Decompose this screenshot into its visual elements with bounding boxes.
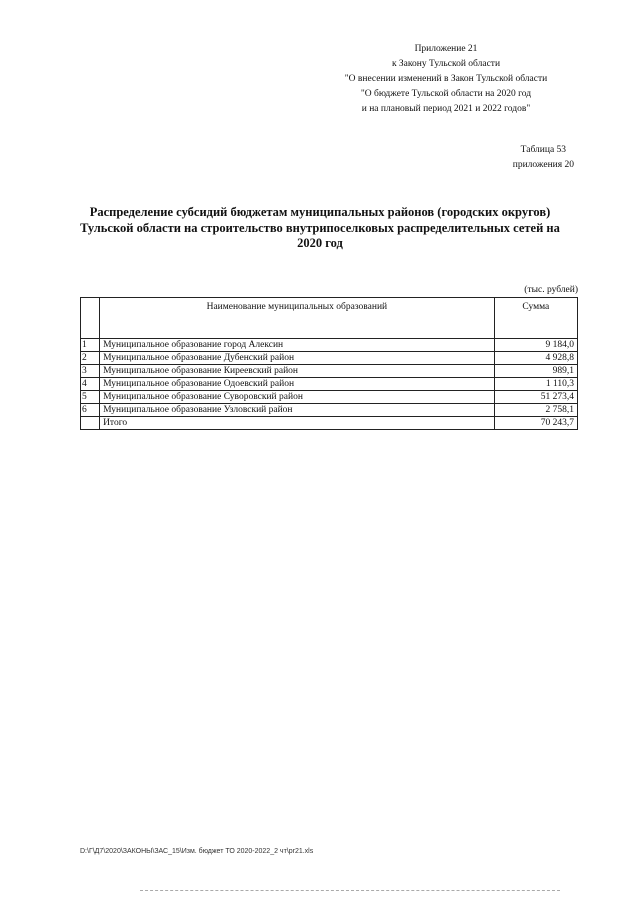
row-name: Муниципальное образование город Алексин bbox=[100, 339, 495, 352]
row-sum: 9 184,0 bbox=[494, 339, 577, 352]
row-sum: 51 273,4 bbox=[494, 391, 577, 404]
title-line: 2020 год bbox=[297, 236, 343, 250]
row-name: Муниципальное образование Узловский район bbox=[100, 404, 495, 417]
row-number: 5 bbox=[81, 391, 100, 404]
table-row bbox=[81, 365, 578, 378]
header-num-cell bbox=[81, 298, 100, 339]
row-name: Муниципальное образование Дубенский район bbox=[100, 352, 495, 365]
table-appendix-ref: приложения 20 bbox=[512, 160, 574, 170]
table-row bbox=[81, 352, 578, 365]
row-sum: 1 110,3 bbox=[494, 378, 577, 391]
row-name: Муниципальное образование Суворовский район bbox=[100, 391, 495, 404]
appendix-header bbox=[316, 42, 576, 117]
row-number: 3 bbox=[81, 365, 100, 378]
row-number: 6 bbox=[81, 404, 100, 417]
title-line: Тульской области на строительство внутрипоселковых распределительных сетей на bbox=[80, 220, 560, 235]
units-label: (тыс. рублей) bbox=[524, 285, 578, 295]
row-number: 2 bbox=[81, 352, 100, 365]
appendix-line: "О внесении изменений в Закон Тульской области bbox=[344, 74, 548, 84]
appendix-line: и на плановый период 2021 и 2022 годов" bbox=[361, 104, 531, 114]
total-label: Итого bbox=[100, 417, 495, 430]
subsidy-table bbox=[80, 297, 578, 430]
row-number: 4 bbox=[81, 378, 100, 391]
table-reference bbox=[513, 143, 574, 173]
table-number: Таблица 53 bbox=[520, 145, 567, 155]
row-sum: 4 928,8 bbox=[494, 352, 577, 365]
title-line: Распределение субсидий бюджетам муниципальных районов (городских округов) bbox=[89, 205, 551, 219]
total-sum: 70 243,7 bbox=[494, 417, 577, 430]
file-path-footer: D:\Г\Д7\2020\ЗАКОНЫ\ЗАС_15\Изм. бюджет ТО 2020-2022_2 чт\pr21.xls bbox=[80, 848, 314, 855]
table-row bbox=[81, 339, 578, 352]
row-sum: 989,1 bbox=[494, 365, 577, 378]
scan-artifact-line bbox=[140, 890, 560, 891]
total-row bbox=[81, 417, 578, 430]
document-title bbox=[70, 205, 570, 252]
header-name-cell: Наименование муниципальных образований bbox=[100, 298, 495, 339]
header-sum-cell: Сумма bbox=[494, 298, 577, 339]
table-row bbox=[81, 404, 578, 417]
row-name: Муниципальное образование Одоевский район bbox=[100, 378, 495, 391]
row-sum: 2 758,1 bbox=[494, 404, 577, 417]
appendix-line: Приложение 21 bbox=[414, 44, 478, 54]
table-row bbox=[81, 378, 578, 391]
table-row bbox=[81, 391, 578, 404]
row-name: Муниципальное образование Киреевский район bbox=[100, 365, 495, 378]
table-header-row bbox=[81, 298, 578, 339]
appendix-line: "О бюджете Тульской области на 2020 год bbox=[360, 89, 532, 99]
appendix-line: к Закону Тульской области bbox=[391, 59, 501, 69]
row-number: 1 bbox=[81, 339, 100, 352]
total-number-cell bbox=[81, 417, 100, 430]
